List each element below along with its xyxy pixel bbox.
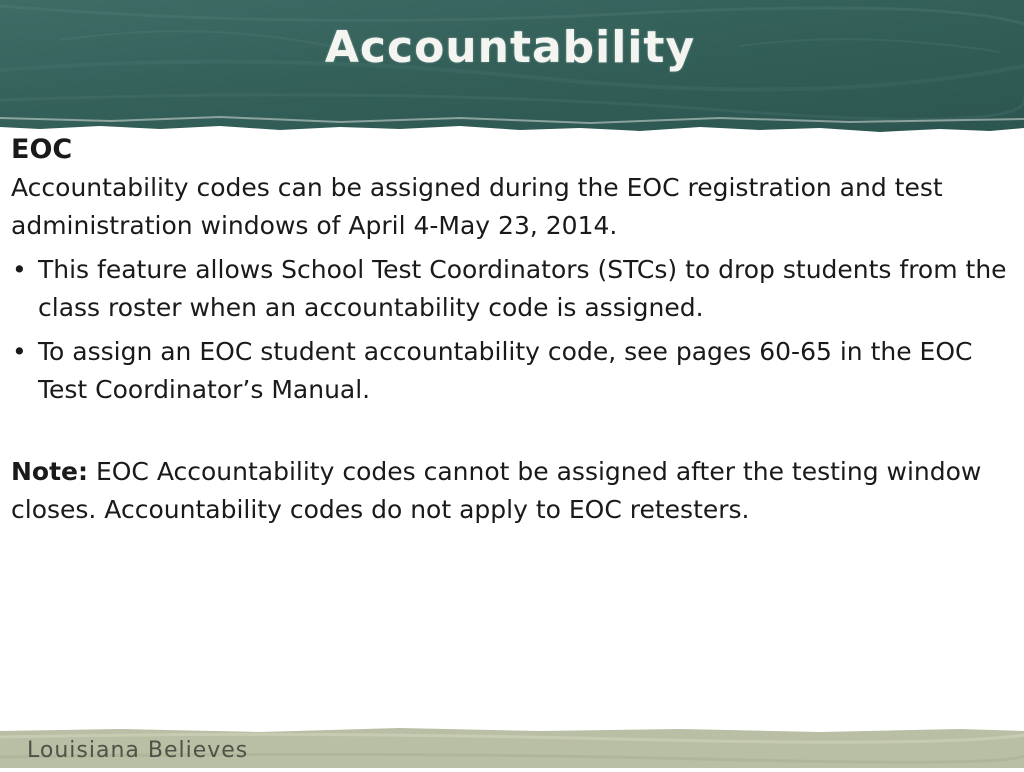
- slide-body: [11, 132, 1016, 529]
- list-item: [11, 251, 1016, 327]
- bullet-text: To assign an EOC student accountability code, see pages 60-65 in the EOC Test Coordinator’s Manual.: [38, 337, 973, 404]
- bullet-icon: •: [12, 337, 27, 366]
- footer-brand-text: Louisiana Believes: [27, 738, 249, 763]
- note-label: Note:: [11, 457, 89, 486]
- section-heading: EOC: [11, 134, 73, 165]
- bullet-list: [11, 251, 1016, 409]
- slide-title: Accountability: [324, 22, 696, 73]
- bullet-icon: •: [12, 255, 27, 284]
- note-paragraph: [11, 453, 1016, 529]
- bullet-text: This feature allows School Test Coordinators (STCs) to drop students from the class roster when an accountability code is assigned.: [38, 255, 1007, 322]
- list-item: [11, 333, 1016, 409]
- intro-paragraph: Accountability codes can be assigned during the EOC registration and test administration windows of April 4-May 23, 2014.: [11, 173, 943, 240]
- note-text: EOC Accountability codes cannot be assigned after the testing window closes. Accountability codes do not apply to EOC retesters.: [11, 457, 982, 524]
